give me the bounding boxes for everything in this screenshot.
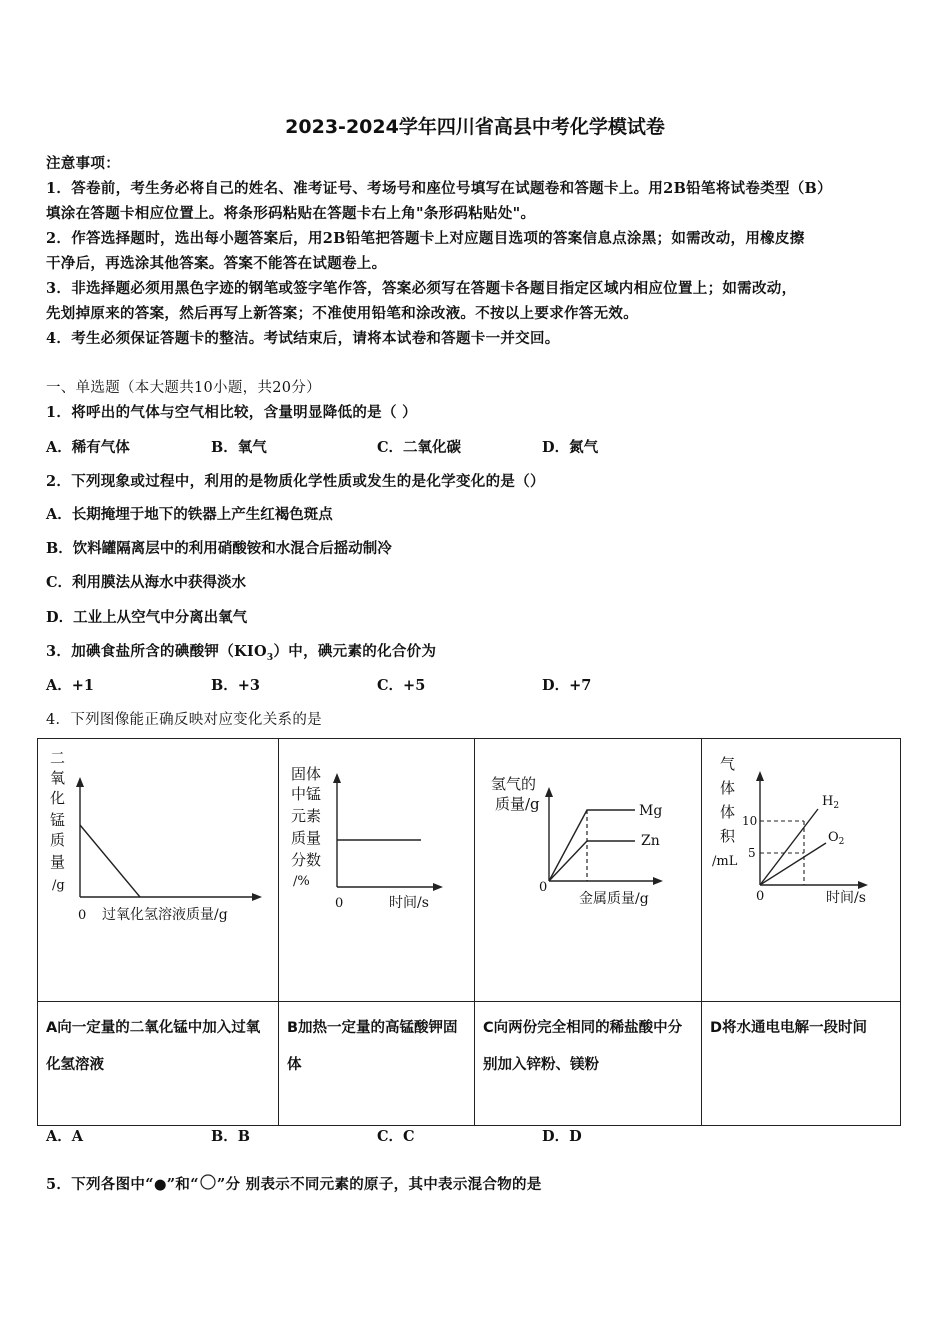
- graph-c-ylabel-line: 质量/g: [495, 795, 540, 813]
- question-3-stem: [46, 640, 436, 663]
- q3-stem-text-end: ）中，碘元素的化合价为: [273, 643, 437, 660]
- graph-a-origin: 0: [78, 908, 87, 923]
- q3-subscript: 3: [266, 652, 274, 663]
- graph-c-line-mg: [549, 810, 635, 881]
- graph-a-ylabel-char: /g: [52, 878, 65, 893]
- graph-a-ylabel-char: 锰: [50, 811, 66, 829]
- question-5-stem: [46, 1173, 542, 1194]
- graph-d-x-arrow: [858, 881, 868, 889]
- q4-graph-table: [37, 738, 901, 1126]
- graph-d-origin: 0: [756, 889, 765, 904]
- page-title: 2023-2024学年四川省高县中考化学模试卷: [285, 116, 665, 138]
- graph-d-series-h2: [822, 794, 839, 811]
- question-1-stem: 1．将呼出的气体与空气相比较，含量明显降低的是（ ）: [46, 404, 417, 421]
- graph-a-ylabel-char: 质: [50, 831, 66, 849]
- graph-d-series-o2-subscript: 2: [838, 837, 845, 847]
- question-2-stem: 2．下列现象或过程中，利用的是物质化学性质或发生的是化学变化的是（）: [46, 473, 545, 490]
- q3-stem-text: 3．加碘食盐所含的碘酸钾（KIO: [46, 643, 267, 660]
- graph-c-xlabel: 金属质量/g: [579, 891, 649, 907]
- graph-b-ylabel-line: 固体: [291, 765, 322, 783]
- graph-b: [279, 739, 474, 997]
- graph-d-ylabel-char: 体: [720, 803, 736, 821]
- graph-a-ylabel-char: 氧: [50, 769, 66, 787]
- q3-option-b[interactable]: B．+3: [211, 677, 260, 694]
- notice-line: 4．考生必须保证答题卡的整洁。考试结束后，请将本试卷和答题卡一并交回。: [46, 330, 560, 347]
- graph-b-origin: 0: [335, 896, 344, 911]
- graph-b-ylabel-line: 质量: [291, 829, 322, 847]
- caption-d-cell: [702, 1002, 901, 1126]
- graph-b-xlabel: 时间/s: [389, 895, 429, 911]
- graph-d-ylabel-char: 气: [720, 755, 736, 773]
- q3-option-c[interactable]: C．+5: [377, 677, 426, 694]
- graph-c-series-mg: Mg: [639, 803, 663, 819]
- q5-stem-text-end: ”分 别表示不同元素的原子，其中表示混合物的是: [216, 1176, 542, 1193]
- graph-d-ylabel-char: /mL: [712, 854, 738, 869]
- caption-a: A向一定量的二氧化锰中加入过氧化氢溶液: [46, 1020, 261, 1073]
- caption-b-cell: [279, 1002, 475, 1126]
- notice-line: 3．非选择题必须用黑色字迹的钢笔或签字笔作答，答案必须写在答题卡各题目指定区域内相应位置上；如需改动，: [46, 280, 797, 297]
- notice-line: 1．答卷前，考生务必将自己的姓名、准考证号、考场号和座位号填写在试题卷和答题卡上。用2B铅笔将试卷类型（B）: [46, 180, 832, 197]
- q4-option-d[interactable]: D．D: [542, 1128, 582, 1145]
- q2-option-a[interactable]: A．长期掩埋于地下的铁器上产生红褐色斑点: [46, 506, 333, 523]
- q4-option-a[interactable]: A．A: [46, 1128, 84, 1145]
- graph-c-series-zn: Zn: [641, 833, 660, 849]
- graph-a-cell: [38, 739, 279, 1002]
- graph-c: [475, 739, 701, 997]
- caption-a-cell: [38, 1002, 279, 1126]
- q3-option-d[interactable]: D．+7: [542, 677, 592, 694]
- graph-a-curve: [80, 825, 140, 897]
- q1-option-b[interactable]: B．氧气: [211, 439, 267, 456]
- graph-d-cell: [702, 739, 901, 1002]
- question-4-stem: 4．下列图像能正确反映对应变化关系的是: [46, 712, 322, 728]
- notice-line: 2．作答选择题时，选出每小题答案后，用2B铅笔把答题卡上对应题目选项的答案信息点涂黑；如需改动，用橡皮擦: [46, 230, 805, 247]
- graph-d-series-h2-subscript: 2: [833, 801, 840, 811]
- q1-option-a[interactable]: A．稀有气体: [46, 439, 130, 456]
- graph-c-cell: [475, 739, 702, 1002]
- graph-a-x-arrow: [252, 893, 262, 901]
- notice-heading: 注意事项：: [46, 155, 120, 172]
- graph-a: [38, 739, 278, 997]
- graph-b-ylabel-line: /%: [293, 874, 310, 889]
- q5-stem-text: 5．下列各图中“●”和“: [46, 1176, 199, 1193]
- graph-d-series-h2-symbol: H: [822, 794, 834, 809]
- graph-d-xlabel: 时间/s: [826, 890, 866, 906]
- graph-b-cell: [279, 739, 475, 1002]
- graph-d-tick-10: 10: [742, 814, 758, 828]
- graph-d-line-o2: [760, 843, 826, 885]
- q2-option-d[interactable]: D．工业上从空气中分离出氧气: [46, 609, 248, 626]
- graph-d-tick-5: 5: [748, 846, 756, 860]
- graph-d-ylabel-char: 积: [720, 827, 736, 845]
- graph-c-ylabel-line: 氢气的: [491, 775, 537, 793]
- q2-option-b[interactable]: B．饮料罐隔离层中的利用硝酸铵和水混合后摇动制冷: [46, 540, 392, 557]
- caption-d: D将水通电电解一段时间: [710, 1020, 868, 1036]
- q1-option-d[interactable]: D．氮气: [542, 439, 599, 456]
- graph-a-ylabel-char: 量: [50, 853, 66, 871]
- caption-c: C向两份完全相同的稀盐酸中分别加入锌粉、镁粉: [483, 1020, 683, 1073]
- q1-option-c[interactable]: C．二氧化碳: [377, 439, 462, 456]
- graph-b-x-arrow: [433, 883, 443, 891]
- graph-d-ylabel-char: 体: [720, 779, 736, 797]
- graph-c-origin: 0: [539, 880, 548, 895]
- graph-d: [702, 739, 900, 997]
- graph-d-line-h2: [760, 809, 818, 885]
- notice-line: 填涂在答题卡相应位置上。将条形码粘贴在答题卡右上角"条形码粘贴处"。: [46, 205, 536, 222]
- caption-b: B加热一定量的高锰酸钾固体: [287, 1020, 458, 1073]
- graph-b-ylabel-line: 元素: [291, 807, 322, 825]
- notice-line: 干净后，再选涂其他答案。答案不能答在试题卷上。: [46, 255, 387, 272]
- q3-option-a[interactable]: A．+1: [46, 677, 94, 694]
- section-heading: 一、单选题（本大题共10小题，共20分）: [46, 380, 321, 396]
- graph-a-ylabel-char: 二: [50, 749, 66, 767]
- graph-d-series-o2-symbol: O: [828, 830, 839, 845]
- graph-b-ylabel-line: 分数: [291, 851, 322, 869]
- q4-option-c[interactable]: C．C: [377, 1128, 415, 1145]
- graph-d-series-o2: [828, 830, 844, 847]
- graph-a-xlabel: 过氧化氢溶液质量/g: [102, 907, 228, 923]
- graph-b-ylabel-line: 中锰: [291, 785, 322, 803]
- q2-option-c[interactable]: C．利用膜法从海水中获得淡水: [46, 574, 247, 591]
- graph-a-ylabel-char: 化: [50, 789, 66, 807]
- q4-option-b[interactable]: B．B: [211, 1128, 251, 1145]
- graph-c-line-zn: [549, 841, 635, 881]
- caption-c-cell: [475, 1002, 702, 1126]
- notice-line: 先划掉原来的答案，然后再写上新答案；不准使用铅笔和涂改液。不按以上要求作答无效。: [46, 305, 638, 322]
- graph-d-y-arrow: [756, 771, 764, 781]
- graph-a-y-arrow: [76, 777, 84, 787]
- graph-c-x-arrow: [653, 877, 663, 885]
- graph-c-y-arrow: [545, 787, 553, 797]
- graph-b-y-arrow: [333, 773, 341, 783]
